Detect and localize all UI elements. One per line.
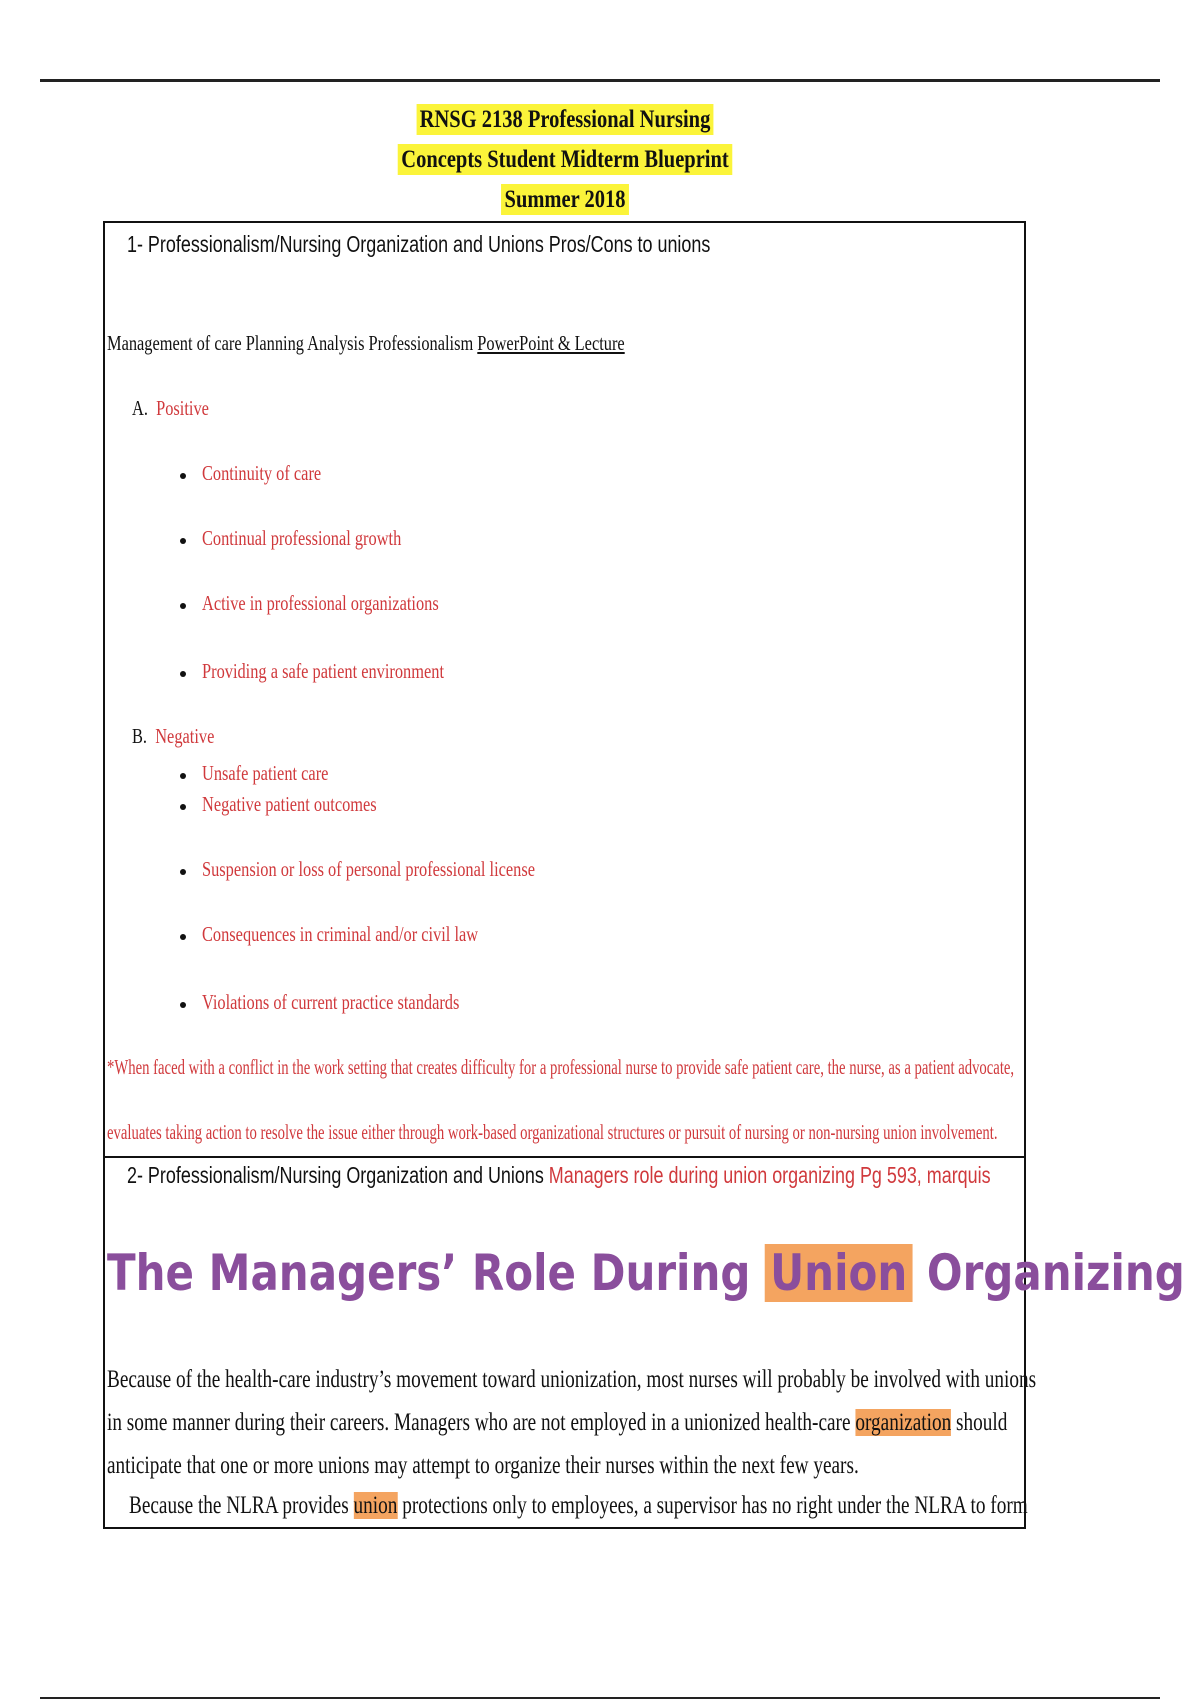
- list-item: Negative patient outcomes: [185, 792, 426, 817]
- bullet-icon: [180, 869, 186, 875]
- negative-header: B. Negative: [132, 724, 215, 748]
- union-inline-highlight: union: [353, 1492, 398, 1519]
- title-line-3: Summer 2018: [501, 184, 628, 215]
- meta-text: Management of care Planning Analysis Professionalism: [107, 331, 478, 355]
- top-rule: [40, 79, 1160, 82]
- list-item: Consequences in criminal and/or civil law: [185, 922, 556, 947]
- section-2-heading-red: Managers role during union organizing Pg 593, marquis: [548, 1162, 991, 1188]
- section-1-meta: [107, 331, 771, 356]
- title-line-1: RNSG 2138 Professional Nursing: [416, 104, 713, 135]
- paragraph-1-line-1: Because of the health-care industry’s movement toward unionization, most nurses will probably be involved with unions: [107, 1366, 1037, 1393]
- managers-role-heading: The Managers’ Role During Union Organizing: [107, 1244, 1185, 1302]
- organization-highlight: organization: [855, 1409, 952, 1436]
- bullet-icon: [180, 671, 186, 677]
- title-line-2: Concepts Student Midterm Blueprint: [398, 144, 732, 175]
- bullet-icon: [180, 538, 186, 544]
- section-1-heading: 1- Professionalism/Nursing Organization and Unions Pros/Cons to unions: [127, 231, 711, 257]
- bullet-icon: [180, 804, 186, 810]
- bullet-icon: [180, 1002, 186, 1008]
- paragraph-1-line-2: in some manner during their careers. Managers who are not employed in a unionized health-care organization should: [107, 1409, 1008, 1436]
- document-title: [102, 100, 1029, 220]
- powerpoint-lecture-link[interactable]: PowerPoint & Lecture: [477, 331, 625, 355]
- paragraph-2-line-1: Because the NLRA provides union protections only to employees, a supervisor has no right under the NLRA to form: [129, 1492, 1028, 1519]
- bottom-rule: [40, 1697, 1160, 1699]
- list-item: Active in professional organizations: [185, 591, 505, 616]
- list-item: Providing a safe patient environment: [185, 659, 512, 684]
- bullet-icon: [180, 473, 186, 479]
- list-item: Violations of current practice standards: [185, 990, 532, 1015]
- list-item: Unsafe patient care: [185, 761, 364, 786]
- paragraph-1-line-3: anticipate that one or more unions may attempt to organize their nurses within the next few years.: [107, 1452, 859, 1479]
- list-item: Suspension or loss of personal professional license: [185, 857, 629, 882]
- bullet-icon: [180, 934, 186, 940]
- bullet-icon: [180, 603, 186, 609]
- union-highlight: Union: [765, 1244, 912, 1302]
- bullet-icon: [180, 773, 186, 779]
- positive-header: A. Positive: [132, 396, 209, 420]
- section-1-box: [103, 221, 1026, 1158]
- note-line-2: evaluates taking action to resolve the issue either through work-based organizational structures or pursuit of nursing or non-nursing union involvement.: [107, 1120, 998, 1144]
- list-item: Continual professional growth: [185, 526, 457, 551]
- section-2-heading: 2- Professionalism/Nursing Organization and Unions Managers role during union organizing Pg 593, marquis: [127, 1162, 991, 1188]
- section-2-box: [103, 1156, 1185, 1529]
- list-item: Continuity of care: [185, 461, 355, 486]
- note-line-1: *When faced with a conflict in the work setting that creates difficulty for a professional nurse to provide safe patient care, the nurse, as a patient advocate,: [107, 1055, 1015, 1079]
